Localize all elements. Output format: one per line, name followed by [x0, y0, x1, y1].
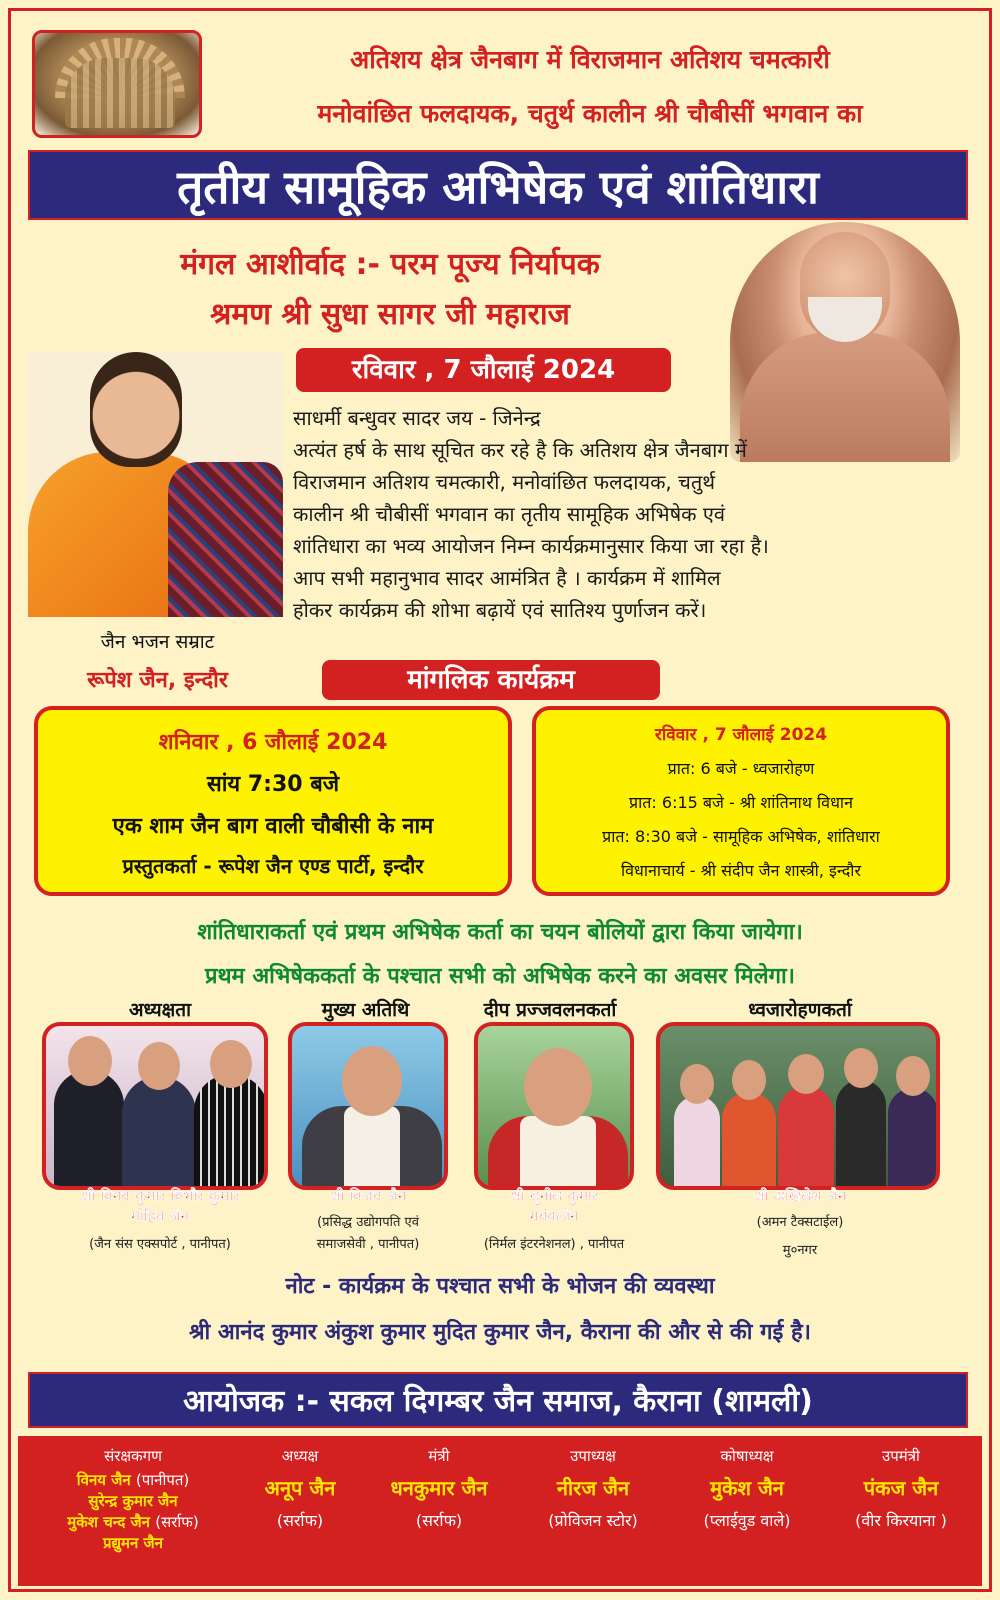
intro-line: शांतिधारा का भव्य आयोजन निम्न कार्यक्रमानुसार किया जा रहा है।: [293, 534, 769, 558]
guest-sub: मु०नगर: [782, 1243, 818, 1258]
intro-line: होकर कार्यक्रम की शोभा बढ़ायें एवं सातिश्य पुर्णाजन करें।: [293, 598, 707, 622]
member-role: कोषाध्यक्ष: [720, 1447, 774, 1465]
member-role: उपाध्यक्ष: [570, 1447, 616, 1465]
saturday-presenter: प्रस्तुतकर्ता - रूपेश जैन एण्ड पार्टी, इन्दौर: [122, 854, 424, 878]
member-role: उपमंत्री: [882, 1447, 920, 1465]
member-name: धनकुमार जैन: [390, 1476, 488, 1500]
main-title-banner: तृतीय सामूहिक अभिषेक एवं शांतिधारा: [28, 150, 968, 220]
sunday-item: प्रात: 6:15 बजे - श्री शांतिनाथ विधान: [629, 793, 853, 812]
guest-name: श्री विजय जैन: [329, 1187, 407, 1205]
guest-name: श्री विनय कुमार विभौर कुमार: [80, 1187, 240, 1205]
sunday-item: प्रात: 6 बजे - ध्वजारोहण: [667, 759, 815, 778]
saturday-event: एक शाम जैन बाग वाली चौबीसी के नाम: [112, 814, 434, 839]
guest-photo-presidency: [42, 1022, 268, 1190]
sunday-program-box: [532, 706, 950, 896]
note-line-2: श्री आनंद कुमार अंकुश कुमार मुदित कुमार जैन, कैराना की और से की गई है।: [188, 1320, 812, 1345]
header-line-1: अतिशय क्षेत्र जैनबाग में विराजमान अतिशय चमत्कारी: [350, 45, 830, 74]
intro-paragraph: [293, 434, 963, 626]
guest-photo-lamp: [474, 1022, 634, 1190]
blessing-line-2: श्रमण श्री सुधा सागर जी महाराज: [210, 297, 570, 332]
patron-name: मुकेश चन्द जैन: [67, 1513, 151, 1531]
guest-photo-flag: [656, 1022, 940, 1190]
intro-line: विराजमान अतिशय चमत्कारी, मनोवांछित फलदायक, चतुर्थ: [293, 470, 716, 494]
member-column: [518, 1446, 668, 1531]
patron-note: (पानीपत): [135, 1471, 190, 1489]
program-pill: मांगलिक कार्यक्रम: [322, 660, 660, 700]
guest-title: दीप प्रज्जवलनकर्ता: [483, 999, 617, 1021]
committee-panel: [18, 1436, 982, 1586]
note-line-1: नोट - कार्यक्रम के पश्चात सभी के भोजन की व्यवस्था: [285, 1274, 715, 1299]
saturday-time: सांय 7:30 बजे: [206, 772, 340, 797]
notice-line-1: शांतिधाराकर्ता एवं प्रथम अभिषेक कर्ता का चयन बोलियों द्वारा किया जायेगा।: [197, 920, 803, 945]
intro-line: अत्यंत हर्ष के साथ सूचित कर रहे है कि अतिशय क्षेत्र जैनबाग में: [293, 438, 747, 462]
guest-sub: समाजसेवी , पानीपत): [316, 1237, 420, 1252]
header-line-2: मनोवांछित फलदायक, चतुर्थ कालीन श्री चौबीसीं भगवान का: [317, 99, 863, 128]
guest-name: श्री सुनील कुमार: [510, 1187, 598, 1205]
member-name: पंकज जैन: [863, 1476, 939, 1500]
patron-name: विनय जैन: [76, 1471, 131, 1489]
member-column: [826, 1446, 976, 1531]
organizer-banner: आयोजक :- सकल दिगम्बर जैन समाज, कैराना (शामली): [28, 1372, 968, 1428]
member-name: मुकेश जैन: [710, 1476, 784, 1500]
idol-photo: [32, 30, 202, 138]
singer-name: रूपेश जैन, इन्दौर: [87, 668, 228, 693]
member-note: (प्रोविजन स्टोर): [548, 1511, 638, 1530]
member-column: [240, 1446, 360, 1531]
notice-line-2: प्रथम अभिषेककर्ता के पश्चात सभी को अभिषेक करने का अवसर मिलेगा।: [204, 964, 795, 989]
member-role: मंत्री: [428, 1447, 450, 1465]
date-pill: रविवार , 7 जौलाई 2024: [296, 348, 671, 392]
member-note: (सर्राफ): [415, 1511, 463, 1530]
patrons-column: [28, 1446, 238, 1554]
guest-photo-chief: [288, 1022, 448, 1190]
sunday-item: प्रात: 8:30 बजे - सामूहिक अभिषेक, शांतिधारा: [602, 827, 880, 846]
patron-name: सुरेन्द्र कुमार जैन: [88, 1492, 178, 1510]
member-name: अनूप जैन: [264, 1476, 336, 1500]
guest-name: मयंकजैन: [529, 1207, 579, 1225]
member-name: नीरज जैन: [556, 1476, 630, 1500]
guest-sub: (निर्मल इंटरनेशनल) , पानीपत: [483, 1237, 625, 1252]
greeting-text: साधर्मी बन्धुवर सादर जय - जिनेन्द्र: [293, 406, 541, 430]
intro-line: आप सभी महानुभाव सादर आमंत्रित है । कार्यक्रम में शामिल: [293, 566, 721, 590]
sunday-date: रविवार , 7 जौलाई 2024: [654, 725, 828, 745]
guest-title: मुख्य अतिथि: [321, 999, 410, 1021]
singer-photo: [28, 352, 283, 617]
member-note: (वीर किरयाना ): [855, 1511, 947, 1530]
saturday-date: शनिवार , 6 जौलाई 2024: [158, 730, 388, 755]
saturday-program-box: [34, 706, 512, 896]
guest-title: ध्वजारोहणकर्ता: [748, 999, 852, 1021]
member-role: अध्यक्ष: [281, 1447, 319, 1465]
singer-title: जैन भजन सम्राट: [100, 631, 215, 653]
patron-name: प्रद्युमन जैन: [103, 1534, 163, 1552]
member-column: [364, 1446, 514, 1531]
guest-sub: (प्रसिद्ध उद्योगपति एवं: [317, 1215, 419, 1230]
guest-name: श्री अखिलेश जैन: [753, 1187, 847, 1205]
guest-title: अध्यक्षता: [128, 999, 192, 1021]
guest-sub: (जैन संस एक्सपोर्ट , पानीपत): [89, 1237, 231, 1252]
blessing-line-1: मंगल आशीर्वाद :- परम पूज्य निर्यापक: [180, 247, 600, 282]
member-note: (प्लाईवुड वाले): [703, 1511, 791, 1530]
guest-name: मोहित जैन: [131, 1207, 189, 1225]
guest-sub: (अमन टैक्सटाईल): [756, 1215, 844, 1230]
patrons-title: संरक्षकगण: [104, 1447, 162, 1465]
member-note: (सर्राफ): [276, 1511, 324, 1530]
intro-line: कालीन श्री चौबीसीं भगवान का तृतीय सामूहिक अभिषेक एवं: [293, 502, 726, 526]
member-column: [672, 1446, 822, 1531]
sunday-item: विधानाचार्य - श्री संदीप जैन शास्त्री, इन्दौर: [621, 861, 861, 880]
patron-note: (सर्राफ): [155, 1513, 199, 1531]
